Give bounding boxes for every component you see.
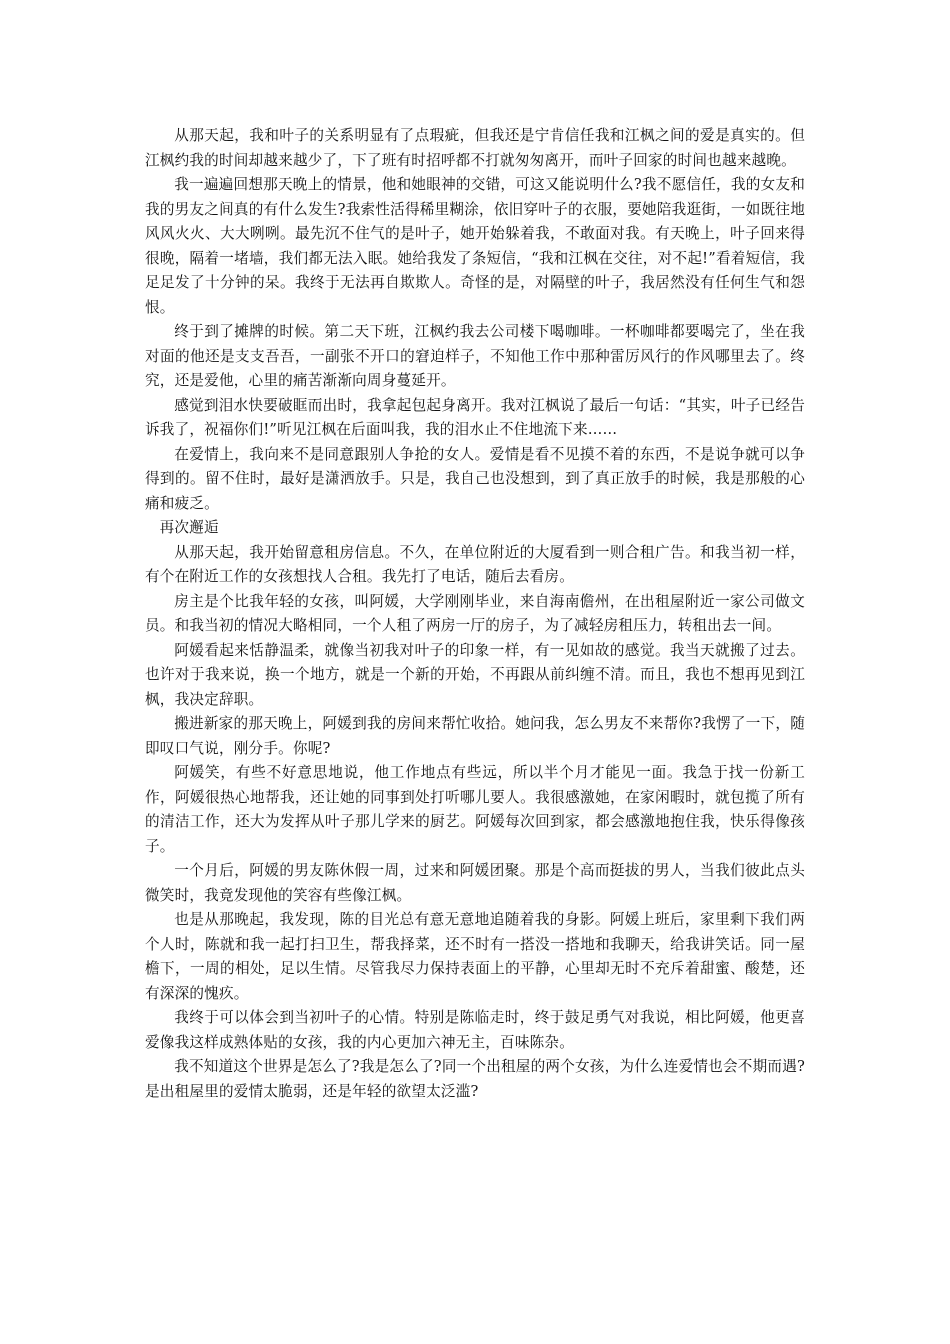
paragraph: 一个月后，阿媛的男友陈休假一周，过来和阿媛团聚。那是个高而挺拔的男人，当我们彼此点头微笑时，我竟发现他的笑容有些像江枫。 [145,862,805,904]
section-heading: 再次邂逅 [159,519,219,536]
paragraph: 在爱情上，我向来不是同意跟别人争抢的女人。爱情是看不见摸不着的东西，不是说争就可以争得到的。留不住时，最好是潇洒放手。只是，我自己也没想到，到了真正放手的时候，我是那般的心痛和疲乏。 [145,445,805,512]
paragraph: 从那天起，我开始留意租房信息。不久，在单位附近的大厦看到一则合租广告。和我当初一样，有个在附近工作的女孩想找人合租。我先打了电话，随后去看房。 [145,543,805,585]
paragraph: 我不知道这个世界是怎么了?我是怎么了?同一个出租屋的两个女孩，为什么连爱情也会不期而遇?是出租屋里的爱情太脆弱，还是年轻的欲望太泛滥? [145,1058,805,1100]
paragraph: 我一遍遍回想那天晚上的情景，他和她眼神的交错，可这又能说明什么?我不愿信任，我的女友和我的男友之间真的有什么发生?我索性活得稀里糊涂，依旧穿叶子的衣服，要她陪我逛街，一如既往地风风火火、大大咧咧。最先沉不住气的是叶子，她开始躲着我，不敢面对我。有天晚上，叶子回来得很晚，隔着一堵墙，我们都无法入眠。她给我发了条短信，“我和江枫在交往，对不起!”看着短信，我足足发了十分钟的呆。我终于无法再自欺欺人。奇怪的是，对隔壁的叶子，我居然没有任何生气和怨恨。 [145,176,805,316]
paragraph: 感觉到泪水快要破眶而出时，我拿起包起身离开。我对江枫说了最后一句话：“其实，叶子已经告诉我了，祝福你们!”听见江枫在后面叫我，我的泪水止不住地流下来…… [145,396,805,438]
paragraph: 从那天起，我和叶子的关系明显有了点瑕疵，但我还是宁肯信任我和江枫之间的爱是真实的。但江枫约我的时间却越来越少了，下了班有时招呼都不打就匆匆离开，而叶子回家的时间也越来越晚。 [145,127,805,169]
paragraph: 阿媛看起来恬静温柔，就像当初我对叶子的印象一样，有一见如故的感觉。我当天就搬了过去。也许对于我来说，换一个地方，就是一个新的开始，不再跟从前纠缠不清。而且，我也不想再见到江枫，我决定辞职。 [145,641,805,708]
paragraph: 我终于可以体会到当初叶子的心情。特别是陈临走时，终于鼓足勇气对我说，相比阿媛，他更喜爱像我这样成熟体贴的女孩，我的内心更加六神无主，百味陈杂。 [145,1009,805,1051]
document-page [145,124,805,1104]
paragraph: 阿媛笑，有些不好意思地说，他工作地点有些远，所以半个月才能见一面。我急于找一份新工作，阿媛很热心地帮我，还让她的同事到处打听哪儿要人。我很感激她，在家闲暇时，就包揽了所有的清洁工作，还大为发挥从叶子那儿学来的厨艺。阿媛每次回到家，都会感激地抱住我，快乐得像孩子。 [145,764,805,855]
paragraph: 房主是个比我年轻的女孩，叫阿媛，大学刚刚毕业，来自海南儋州，在出租屋附近一家公司做文员。和我当初的情况大略相同，一个人租了两房一厅的房子，为了减轻房租压力，转租出去一间。 [145,592,805,634]
paragraph: 也是从那晚起，我发现，陈的目光总有意无意地追随着我的身影。阿媛上班后，家里剩下我们两个人时，陈就和我一起打扫卫生，帮我择菜，还不时有一搭没一搭地和我聊天，给我讲笑话。同一屋檐下，一周的相处，足以生情。尽管我尽力保持表面上的平静，心里却无时不充斥着甜蜜、酸楚，还有深深的愧疚。 [145,911,805,1002]
paragraph: 终于到了摊牌的时候。第二天下班，江枫约我去公司楼下喝咖啡。一杯咖啡都要喝完了，坐在我对面的他还是支支吾吾，一副张不开口的窘迫样子，不知他工作中那种雷厉风行的作风哪里去了。终究，还是爱他，心里的痛苦渐渐向周身蔓延开。 [145,323,805,389]
paragraph: 搬进新家的那天晚上，阿媛到我的房间来帮忙收拾。她问我，怎么男友不来帮你?我愣了一下，随即叹口气说，刚分手。你呢? [145,715,805,757]
